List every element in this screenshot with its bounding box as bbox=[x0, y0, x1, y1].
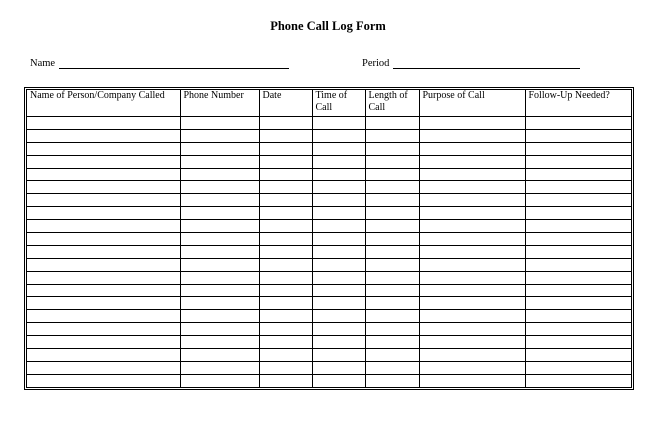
table-cell[interactable] bbox=[312, 297, 365, 310]
table-cell[interactable] bbox=[419, 129, 525, 142]
table-cell[interactable] bbox=[259, 323, 312, 336]
table-row bbox=[27, 129, 631, 142]
table-row bbox=[27, 245, 631, 258]
column-header-name: Name of Person/Company Called bbox=[27, 90, 180, 117]
column-header-time: Time of Call bbox=[312, 90, 365, 117]
table-cell[interactable] bbox=[419, 310, 525, 323]
table-cell[interactable] bbox=[312, 142, 365, 155]
table-cell[interactable] bbox=[365, 207, 419, 220]
table-cell[interactable] bbox=[365, 245, 419, 258]
table-cell[interactable] bbox=[365, 258, 419, 271]
table-cell[interactable] bbox=[259, 220, 312, 233]
table-row bbox=[27, 336, 631, 349]
table-cell[interactable] bbox=[27, 349, 180, 362]
table-cell[interactable] bbox=[259, 271, 312, 284]
form-title: Phone Call Log Form bbox=[270, 19, 386, 33]
table-cell[interactable] bbox=[180, 142, 259, 155]
table-cell[interactable] bbox=[259, 245, 312, 258]
table-cell[interactable] bbox=[365, 323, 419, 336]
table-cell[interactable] bbox=[27, 297, 180, 310]
table-cell[interactable] bbox=[180, 168, 259, 181]
table-cell[interactable] bbox=[180, 258, 259, 271]
table-cell[interactable] bbox=[525, 349, 631, 362]
table-cell[interactable] bbox=[419, 258, 525, 271]
table-cell[interactable] bbox=[312, 194, 365, 207]
table-cell[interactable] bbox=[525, 361, 631, 374]
table-cell[interactable] bbox=[259, 233, 312, 246]
table-cell[interactable] bbox=[419, 374, 525, 386]
table-cell[interactable] bbox=[27, 323, 180, 336]
table-cell[interactable] bbox=[180, 297, 259, 310]
table-cell[interactable] bbox=[312, 323, 365, 336]
table-cell[interactable] bbox=[525, 297, 631, 310]
period-field[interactable] bbox=[393, 56, 580, 69]
table-cell[interactable] bbox=[259, 142, 312, 155]
table-row bbox=[27, 194, 631, 207]
table-cell[interactable] bbox=[27, 220, 180, 233]
table-cell[interactable] bbox=[525, 323, 631, 336]
table-cell[interactable] bbox=[180, 271, 259, 284]
table-cell[interactable] bbox=[312, 271, 365, 284]
table-row bbox=[27, 284, 631, 297]
table-cell[interactable] bbox=[27, 194, 180, 207]
table-row bbox=[27, 271, 631, 284]
table-cell[interactable] bbox=[419, 181, 525, 194]
table-row bbox=[27, 117, 631, 130]
table-cell[interactable] bbox=[365, 168, 419, 181]
table-cell[interactable] bbox=[365, 142, 419, 155]
table-cell[interactable] bbox=[365, 284, 419, 297]
table-cell[interactable] bbox=[259, 336, 312, 349]
table-row bbox=[27, 297, 631, 310]
table-cell[interactable] bbox=[312, 117, 365, 130]
table-cell[interactable] bbox=[259, 194, 312, 207]
table-cell[interactable] bbox=[419, 142, 525, 155]
table-cell[interactable] bbox=[419, 284, 525, 297]
table-cell[interactable] bbox=[419, 297, 525, 310]
table-cell[interactable] bbox=[259, 155, 312, 168]
table-row bbox=[27, 258, 631, 271]
name-field-row bbox=[30, 53, 289, 69]
table-cell[interactable] bbox=[419, 207, 525, 220]
table-cell[interactable] bbox=[180, 117, 259, 130]
table-cell[interactable] bbox=[27, 168, 180, 181]
column-header-follow-up: Follow-Up Needed? bbox=[525, 90, 631, 117]
call-log-table bbox=[27, 90, 631, 387]
table-row bbox=[27, 207, 631, 220]
table-cell[interactable] bbox=[180, 181, 259, 194]
table-cell[interactable] bbox=[419, 271, 525, 284]
table-cell[interactable] bbox=[27, 207, 180, 220]
table-cell[interactable] bbox=[525, 336, 631, 349]
table-cell[interactable] bbox=[525, 233, 631, 246]
table-cell[interactable] bbox=[365, 336, 419, 349]
table-cell[interactable] bbox=[259, 117, 312, 130]
table-cell[interactable] bbox=[312, 349, 365, 362]
table-cell[interactable] bbox=[180, 245, 259, 258]
table-cell[interactable] bbox=[259, 374, 312, 386]
table-cell[interactable] bbox=[365, 233, 419, 246]
table-cell[interactable] bbox=[180, 336, 259, 349]
table-cell[interactable] bbox=[27, 310, 180, 323]
table-cell[interactable] bbox=[312, 336, 365, 349]
table-cell[interactable] bbox=[27, 129, 180, 142]
period-field-row bbox=[362, 53, 580, 69]
table-cell[interactable] bbox=[312, 233, 365, 246]
table-cell[interactable] bbox=[419, 117, 525, 130]
table-row bbox=[27, 374, 631, 386]
table-cell[interactable] bbox=[27, 271, 180, 284]
table-cell[interactable] bbox=[365, 310, 419, 323]
table-cell[interactable] bbox=[312, 168, 365, 181]
call-log-table-frame bbox=[24, 87, 634, 390]
table-cell[interactable] bbox=[419, 168, 525, 181]
table-cell[interactable] bbox=[180, 129, 259, 142]
table-row bbox=[27, 155, 631, 168]
table-cell[interactable] bbox=[525, 374, 631, 386]
table-cell[interactable] bbox=[419, 349, 525, 362]
table-cell[interactable] bbox=[419, 323, 525, 336]
table-cell[interactable] bbox=[365, 155, 419, 168]
table-cell[interactable] bbox=[525, 245, 631, 258]
table-cell[interactable] bbox=[259, 181, 312, 194]
table-cell[interactable] bbox=[312, 361, 365, 374]
table-cell[interactable] bbox=[525, 220, 631, 233]
table-cell[interactable] bbox=[180, 220, 259, 233]
table-row bbox=[27, 181, 631, 194]
table-cell[interactable] bbox=[525, 117, 631, 130]
table-cell[interactable] bbox=[419, 194, 525, 207]
table-cell[interactable] bbox=[312, 207, 365, 220]
table-row bbox=[27, 361, 631, 374]
table-cell[interactable] bbox=[27, 374, 180, 386]
table-cell[interactable] bbox=[259, 349, 312, 362]
table-cell[interactable] bbox=[180, 155, 259, 168]
table-cell[interactable] bbox=[525, 284, 631, 297]
table-cell[interactable] bbox=[365, 181, 419, 194]
table-cell[interactable] bbox=[312, 284, 365, 297]
table-cell[interactable] bbox=[180, 374, 259, 386]
column-header-purpose: Purpose of Call bbox=[419, 90, 525, 117]
table-cell[interactable] bbox=[419, 233, 525, 246]
table-cell[interactable] bbox=[259, 168, 312, 181]
table-cell[interactable] bbox=[312, 129, 365, 142]
table-cell[interactable] bbox=[365, 220, 419, 233]
table-cell[interactable] bbox=[365, 374, 419, 386]
table-cell[interactable] bbox=[259, 207, 312, 220]
period-label: Period bbox=[362, 58, 390, 69]
table-cell[interactable] bbox=[27, 258, 180, 271]
table-cell[interactable] bbox=[27, 361, 180, 374]
table-cell[interactable] bbox=[27, 155, 180, 168]
column-header-date: Date bbox=[259, 90, 312, 117]
table-body bbox=[27, 117, 631, 387]
table-cell[interactable] bbox=[525, 168, 631, 181]
table-cell[interactable] bbox=[259, 361, 312, 374]
table-cell[interactable] bbox=[27, 142, 180, 155]
table-cell[interactable] bbox=[180, 284, 259, 297]
table-cell[interactable] bbox=[365, 117, 419, 130]
table-cell[interactable] bbox=[259, 284, 312, 297]
table-cell[interactable] bbox=[259, 129, 312, 142]
table-cell[interactable] bbox=[27, 233, 180, 246]
table-cell[interactable] bbox=[180, 323, 259, 336]
table-cell[interactable] bbox=[259, 258, 312, 271]
table-cell[interactable] bbox=[312, 374, 365, 386]
table-cell[interactable] bbox=[365, 271, 419, 284]
table-cell[interactable] bbox=[312, 181, 365, 194]
table-cell[interactable] bbox=[365, 297, 419, 310]
table-cell[interactable] bbox=[419, 361, 525, 374]
table-cell[interactable] bbox=[365, 129, 419, 142]
name-label: Name bbox=[30, 58, 56, 69]
table-cell[interactable] bbox=[180, 310, 259, 323]
table-cell[interactable] bbox=[525, 129, 631, 142]
table-cell[interactable] bbox=[180, 361, 259, 374]
table-header-row bbox=[27, 90, 631, 117]
table-cell[interactable] bbox=[27, 117, 180, 130]
table-cell[interactable] bbox=[525, 258, 631, 271]
column-header-length: Length of Call bbox=[365, 90, 419, 117]
table-row bbox=[27, 310, 631, 323]
table-cell[interactable] bbox=[365, 349, 419, 362]
table-cell[interactable] bbox=[525, 194, 631, 207]
column-header-phone-number: Phone Number bbox=[180, 90, 259, 117]
table-cell[interactable] bbox=[180, 233, 259, 246]
table-cell[interactable] bbox=[312, 245, 365, 258]
table-cell[interactable] bbox=[312, 310, 365, 323]
table-cell[interactable] bbox=[419, 245, 525, 258]
table-cell[interactable] bbox=[525, 155, 631, 168]
table-cell[interactable] bbox=[419, 336, 525, 349]
table-row bbox=[27, 233, 631, 246]
table-cell[interactable] bbox=[27, 284, 180, 297]
table-row bbox=[27, 349, 631, 362]
table-cell[interactable] bbox=[180, 349, 259, 362]
table-row bbox=[27, 220, 631, 233]
table-cell[interactable] bbox=[27, 336, 180, 349]
table-cell[interactable] bbox=[525, 142, 631, 155]
table-cell[interactable] bbox=[365, 361, 419, 374]
table-row bbox=[27, 142, 631, 155]
table-cell[interactable] bbox=[525, 181, 631, 194]
table-cell[interactable] bbox=[27, 181, 180, 194]
table-cell[interactable] bbox=[180, 207, 259, 220]
table-cell[interactable] bbox=[180, 194, 259, 207]
table-cell[interactable] bbox=[27, 245, 180, 258]
table-cell[interactable] bbox=[312, 155, 365, 168]
table-cell[interactable] bbox=[312, 220, 365, 233]
table-cell[interactable] bbox=[259, 310, 312, 323]
table-cell[interactable] bbox=[419, 220, 525, 233]
table-cell[interactable] bbox=[312, 258, 365, 271]
table-cell[interactable] bbox=[525, 310, 631, 323]
name-field[interactable] bbox=[59, 56, 289, 69]
table-row bbox=[27, 168, 631, 181]
table-cell[interactable] bbox=[419, 155, 525, 168]
table-cell[interactable] bbox=[525, 207, 631, 220]
table-cell[interactable] bbox=[259, 297, 312, 310]
table-cell[interactable] bbox=[525, 271, 631, 284]
table-row bbox=[27, 323, 631, 336]
table-cell[interactable] bbox=[365, 194, 419, 207]
